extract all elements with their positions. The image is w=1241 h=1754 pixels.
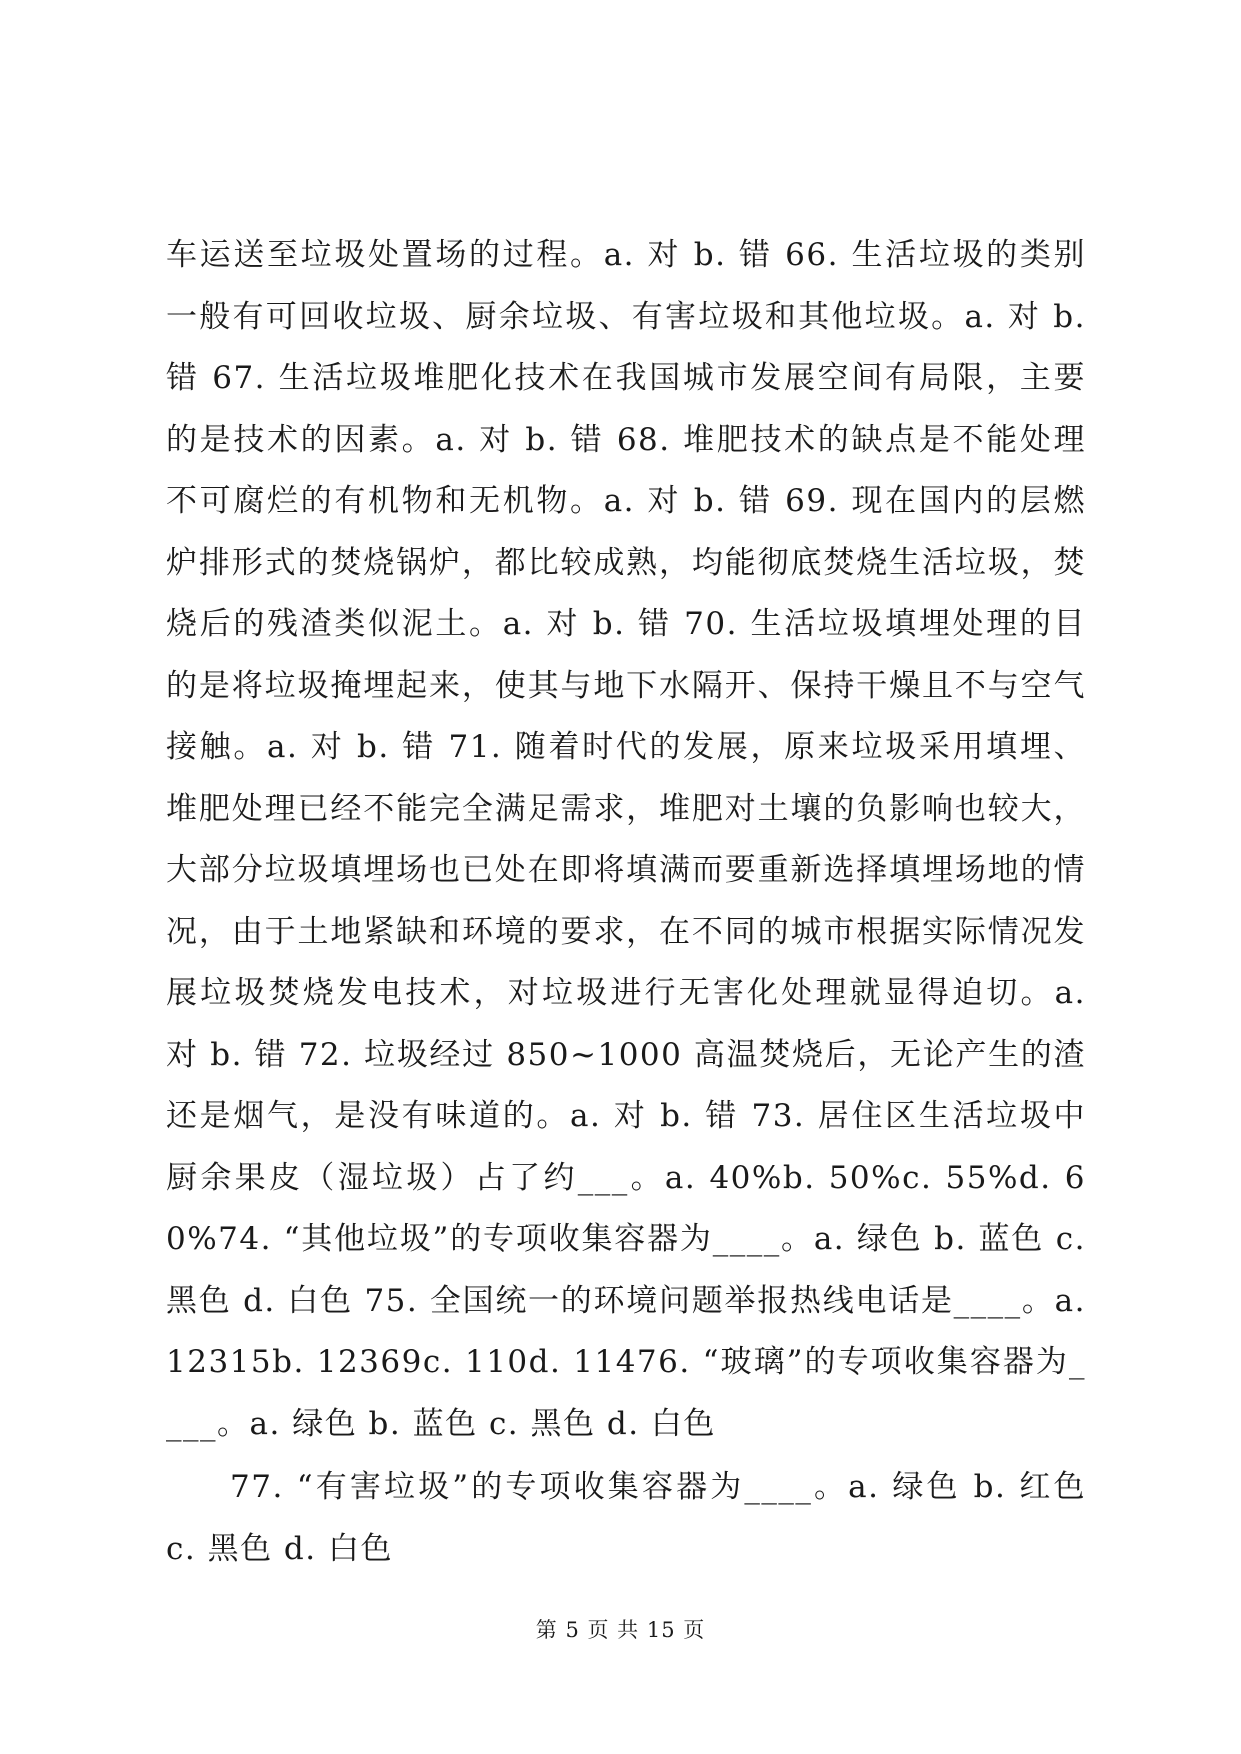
page-footer: 第 5 页 共 15 页 [535, 1618, 706, 1642]
paragraph-questions-65-76: 车运送至垃圾处置场的过程。a. 对 b. 错 66. 生活垃圾的类别一般有可回收垃圾、厨余垃圾、有害垃圾和其他垃圾。a. 对 b. 错 67. 生活垃圾堆肥化技术在我国城市发展空间有局限，主要的是技术的因素。a. 对 b. 错 68. 堆肥技术的缺点是不能处理不可腐烂的有机物和无机物。a. 对 b. 错 69. 现在国内的层燃炉排形式的焚烧锅炉，都比较成熟，均能彻底焚烧生活垃圾，焚烧后的残渣类似泥土。a. 对 b. 错 70. 生活垃圾填埋处理的目的是将垃圾掩埋起来，使其与地下水隔开、保持干燥且不与空气接触。a. 对 b. 错 71. 随着时代的发展，原来垃圾采用填埋、堆肥处理已经不能完全满足需求，堆肥对土壤的负影响也较大，大部分垃圾填埋场也已处在即将填满而要重新选择填埋场地的情况，由于土地紧缺和环境的要求，在不同的城市根据实际情况发展垃圾焚烧发电技术，对垃圾进行无害化处理就显得迫切。a. 对 b. 错 72. 垃圾经过 850~1000 高温焚烧后，无论产生的渣还是烟气，是没有味道的。a. 对 b. 错 73. 居住区生活垃圾中厨余果皮（湿垃圾）占了约___。a. 40%b. 50%c. 55%d. 60%74. “其他垃圾”的专项收集容器为____。a. 绿色 b. 蓝色 c. 黑色 d. 白色 75. 全国统一的环境问题举报热线电话是____。a. 12315b. 12369c. 110d. 11476. “玻璃”的专项收集容器为____。a. 绿色 b. 蓝色 c. 黑色 d. 白色 [166, 237, 1086, 1442]
paragraph-question-77: 77. “有害垃圾”的专项收集容器为____。a. 绿色 b. 红色 c. 黑色 d. 白色 [166, 1469, 1086, 1567]
document-body [166, 225, 1086, 1580]
